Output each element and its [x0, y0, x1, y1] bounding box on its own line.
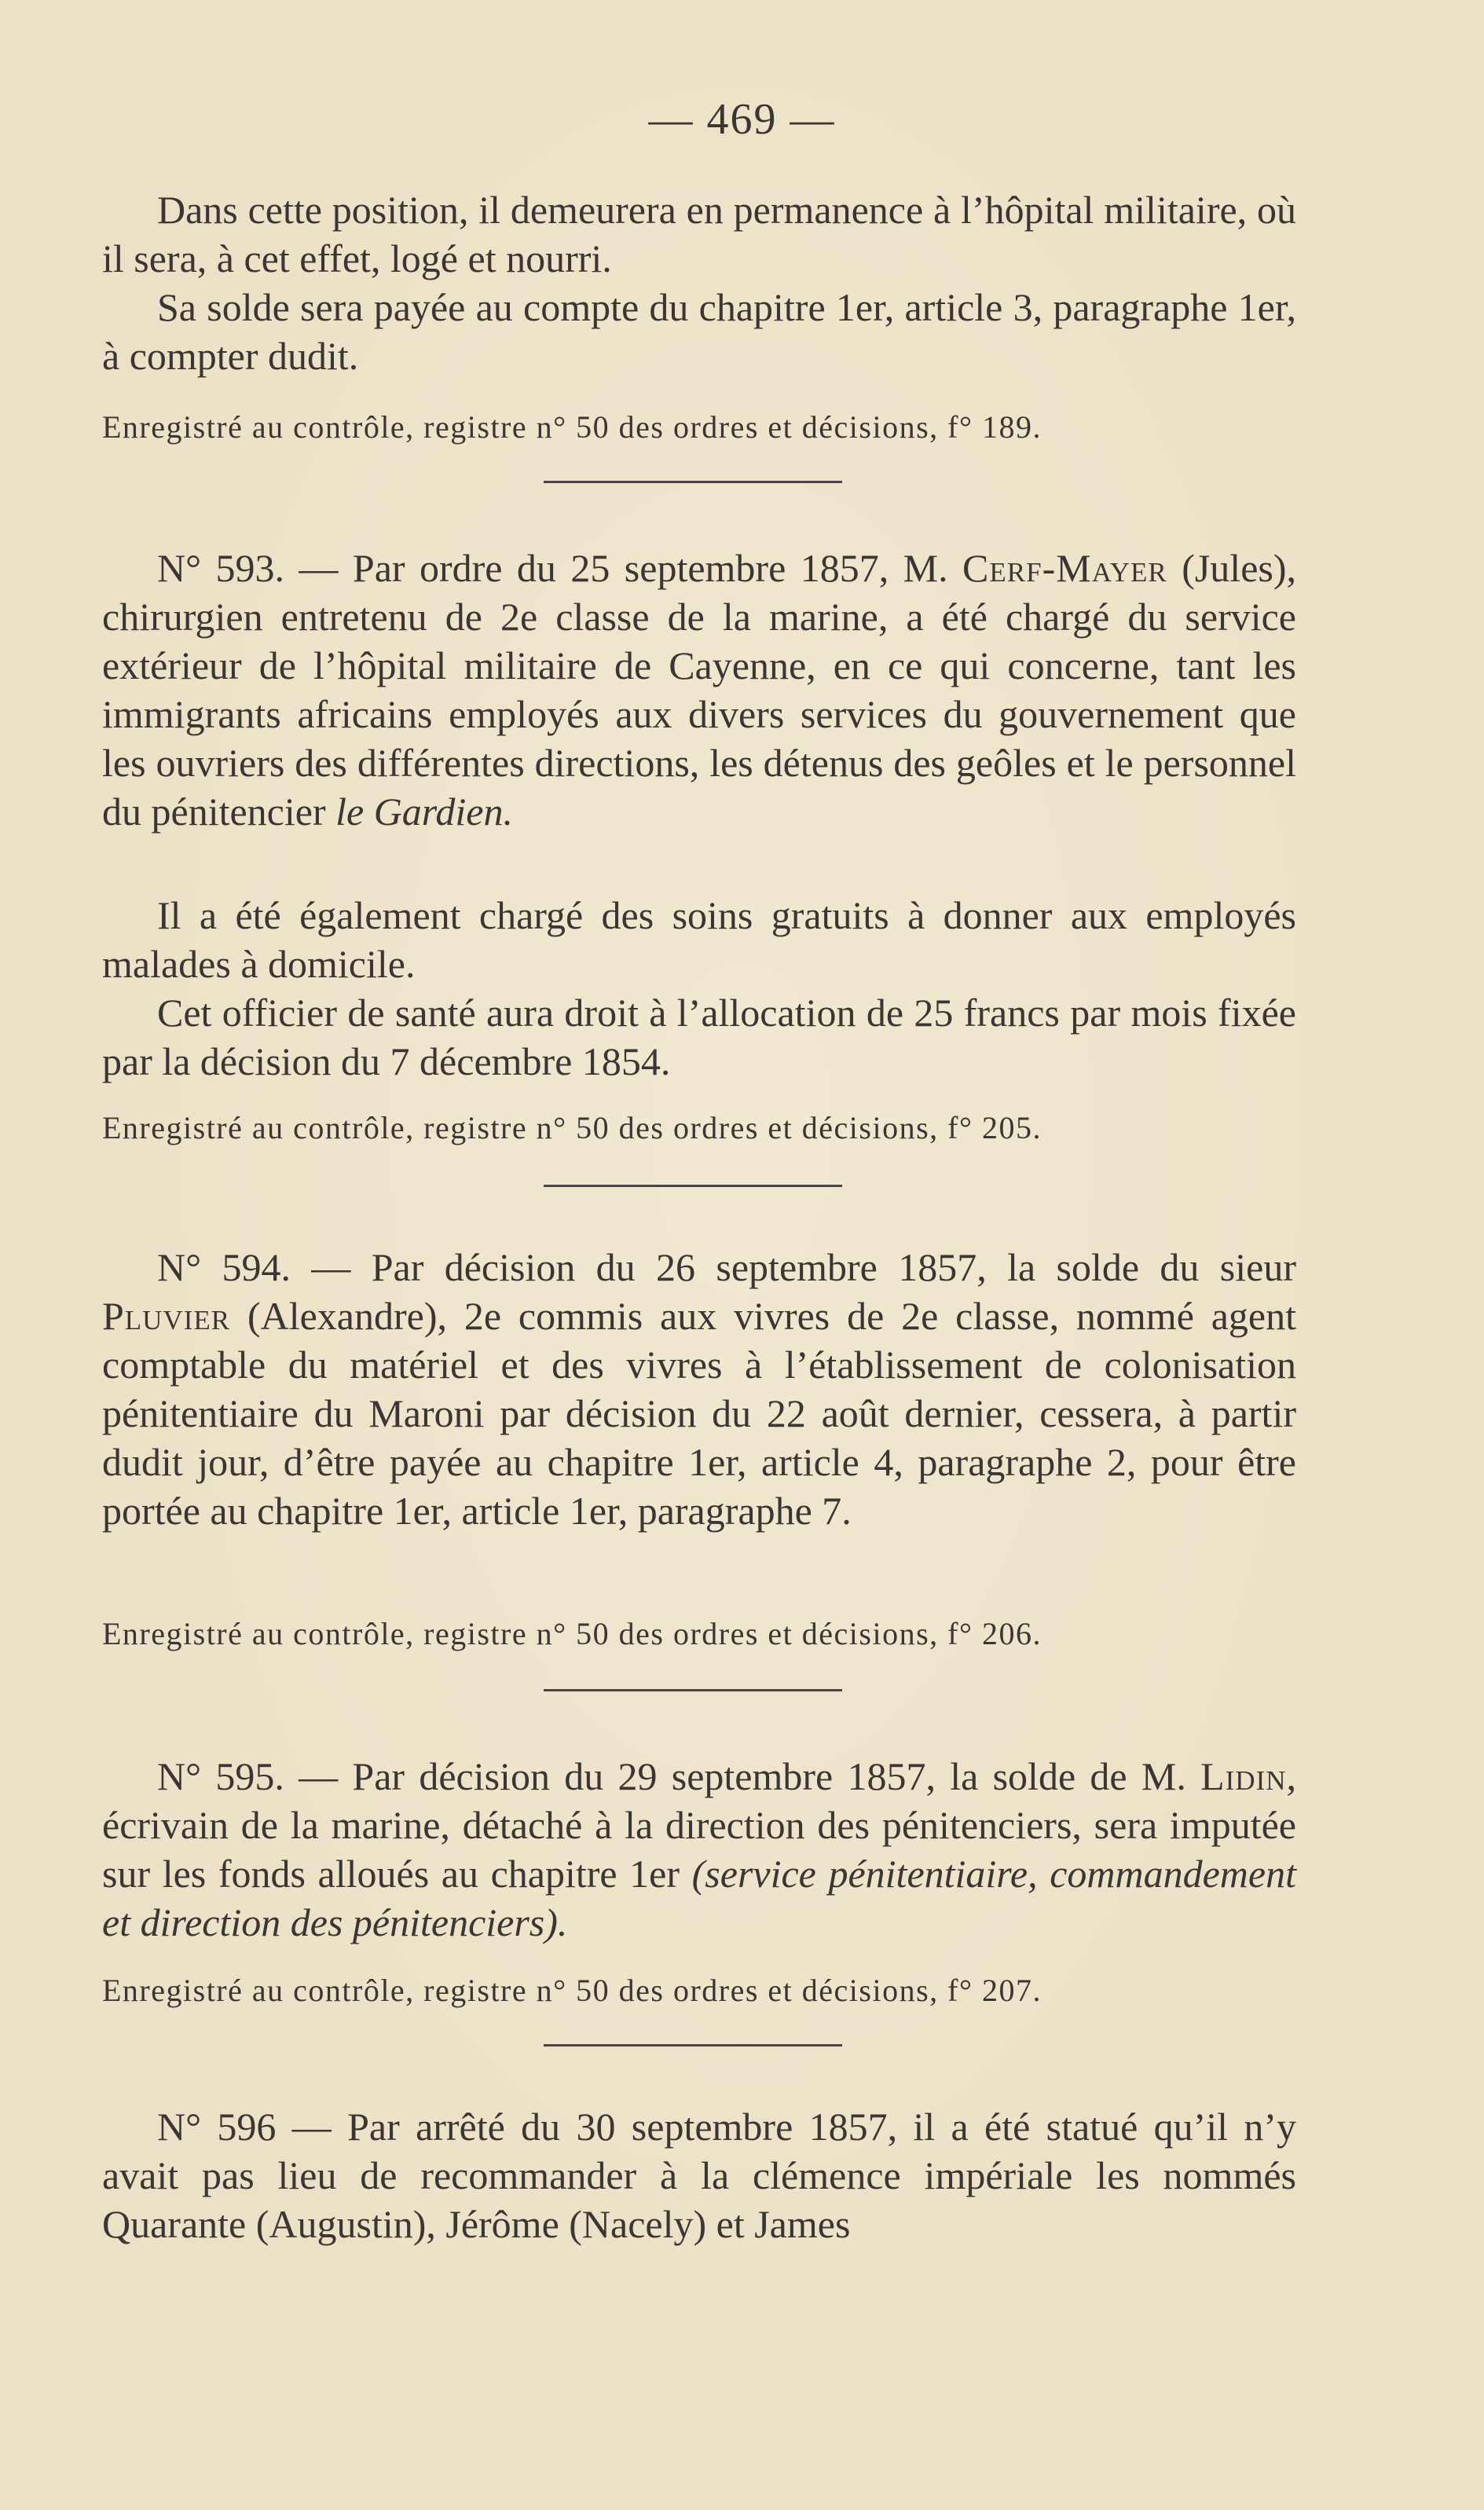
entry-body: , écrivain de la marine, détaché à la direction des pénitenciers, sera imputée sur les fonds alloués au chapitre 1er	[102, 1754, 1296, 1896]
section-divider	[544, 2044, 842, 2046]
entry-lead: — Par décision du 29 septembre 1857, la solde de M.	[299, 1754, 1186, 1798]
entry-595-paragraph	[102, 1752, 1296, 1947]
entry-body: — Par arrêté du 30 septembre 1857, il a été statué qu’il n’y avait pas lieu de recommander à la clémence impériale les nommés Quarante (Augustin), Jérôme (Nacely) et James	[102, 2105, 1297, 2246]
registration-note: Enregistré au contrôle, registre n° 50 des ordres et décisions, f° 207.	[102, 1973, 1042, 2008]
entry-body: (Alexandre), 2e commis aux vivres de 2e classe, nommé agent comptable du matériel et des vivres à l’établissement de colonisation pénitentiaire du Maroni par décision du 22 août dernier, cessera, à partir dudit jour, d’être payée au chapitre 1er, article 4, paragraphe 2, pour être portée au chapitre 1er, article 1er, paragraphe 7.	[102, 1294, 1297, 1533]
entry-593-paragraph	[102, 544, 1296, 836]
entry-body: (Jules), chirurgien entretenu de 2e classe de la marine, a été chargé du service extérieur de l’hôpital militaire de Cayenne, en ce qui concerne, tant les immigrants africains employés aux divers services du gouvernement que les ouvriers des différentes directions, les détenus des geôles et le personnel du pénitencier	[102, 546, 1297, 834]
registration-note: Enregistré au contrôle, registre n° 50 des ordres et décisions, f° 205.	[102, 1110, 1042, 1145]
entry-lead: — Par ordre du 25 septembre 1857, M.	[299, 546, 948, 590]
registration-note: Enregistré au contrôle, registre n° 50 des ordres et décisions, f° 189.	[102, 409, 1042, 445]
page-number: — 469 —	[648, 95, 836, 144]
pénitencier-name: le Gardien.	[335, 790, 513, 834]
person-name: Pluvier	[102, 1294, 231, 1338]
registration-note: Enregistré au contrôle, registre n° 50 des ordres et décisions, f° 206.	[102, 1616, 1042, 1651]
person-name: Lidin	[1200, 1754, 1287, 1798]
entry-number: N° 593.	[157, 546, 285, 590]
entry-593-paragraph-3: Cet officier de santé aura droit à l’allocation de 25 francs par mois fixée par la décision du 7 décembre 1854.	[102, 991, 1296, 1083]
entry-number: N° 596	[157, 2105, 277, 2149]
entry-lead: — Par décision du 26 septembre 1857, la solde du sieur	[311, 1245, 1296, 1289]
intro-paragraph-2: Sa solde sera payée au compte du chapitre 1er, article 3, paragraphe 1er, à compter dudit.	[102, 285, 1296, 378]
section-divider	[544, 1689, 842, 1691]
section-divider	[544, 481, 842, 483]
entry-number: N° 595.	[157, 1754, 284, 1798]
entry-594-paragraph	[102, 1243, 1296, 1535]
entry-596-paragraph	[102, 2102, 1296, 2248]
entry-593-paragraph-2: Il a été également chargé des soins gratuits à donner aux employés malades à domicile.	[102, 893, 1296, 986]
section-divider	[544, 1185, 842, 1187]
entry-number: N° 594.	[157, 1245, 291, 1289]
person-name: Cerf-Mayer	[962, 546, 1167, 590]
intro-paragraph-1: Dans cette position, il demeurera en permanence à l’hôpital militaire, où il sera, à cet effet, logé et nourri.	[102, 188, 1296, 280]
service-italic: (service pénitentiaire, commandement et direction des pénitenciers).	[102, 1852, 1296, 1944]
